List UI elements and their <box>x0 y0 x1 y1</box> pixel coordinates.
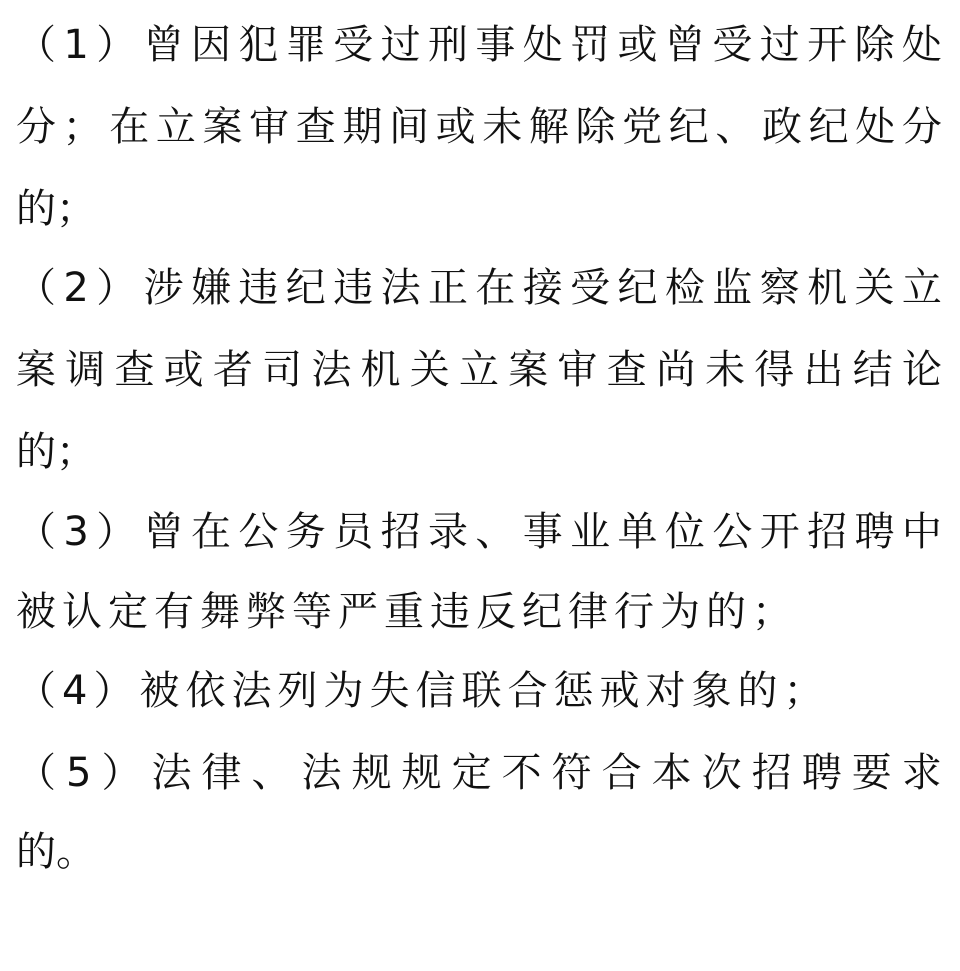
item-1-line-2: 分 ； 在 立 案 审 查 期 间 或 未 解 除 党 纪 、 政 纪 处 分 <box>16 104 942 150</box>
item-2-line-1: （ 2 ） 涉 嫌 违 纪 违 法 正 在 接 受 纪 检 监 察 机 关 立 <box>16 265 942 311</box>
item-2-line-2: 案 调 查 或 者 司 法 机 关 立 案 审 查 尚 未 得 出 结 论 <box>16 347 942 393</box>
item-5-line-2: 的。 <box>16 829 96 875</box>
item-2-line-3: 的； <box>16 429 96 475</box>
item-1-line-1: （ 1 ） 曾 因 犯 罪 受 过 刑 事 处 罚 或 曾 受 过 开 除 处 <box>16 22 942 68</box>
item-1-line-3: 的； <box>16 186 96 232</box>
item-4-line-1: （4）被依法列为失信联合惩戒对象的； <box>16 668 830 714</box>
item-3-line-1: （ 3 ） 曾 在 公 务 员 招 录 、 事 业 单 位 公 开 招 聘 中 <box>16 509 942 555</box>
item-3-line-2: 被认定有舞弊等严重违反纪律行为的； <box>16 589 798 635</box>
item-5-line-1: （ 5 ） 法 律 、 法 规 规 定 不 符 合 本 次 招 聘 要 求 <box>16 750 942 796</box>
